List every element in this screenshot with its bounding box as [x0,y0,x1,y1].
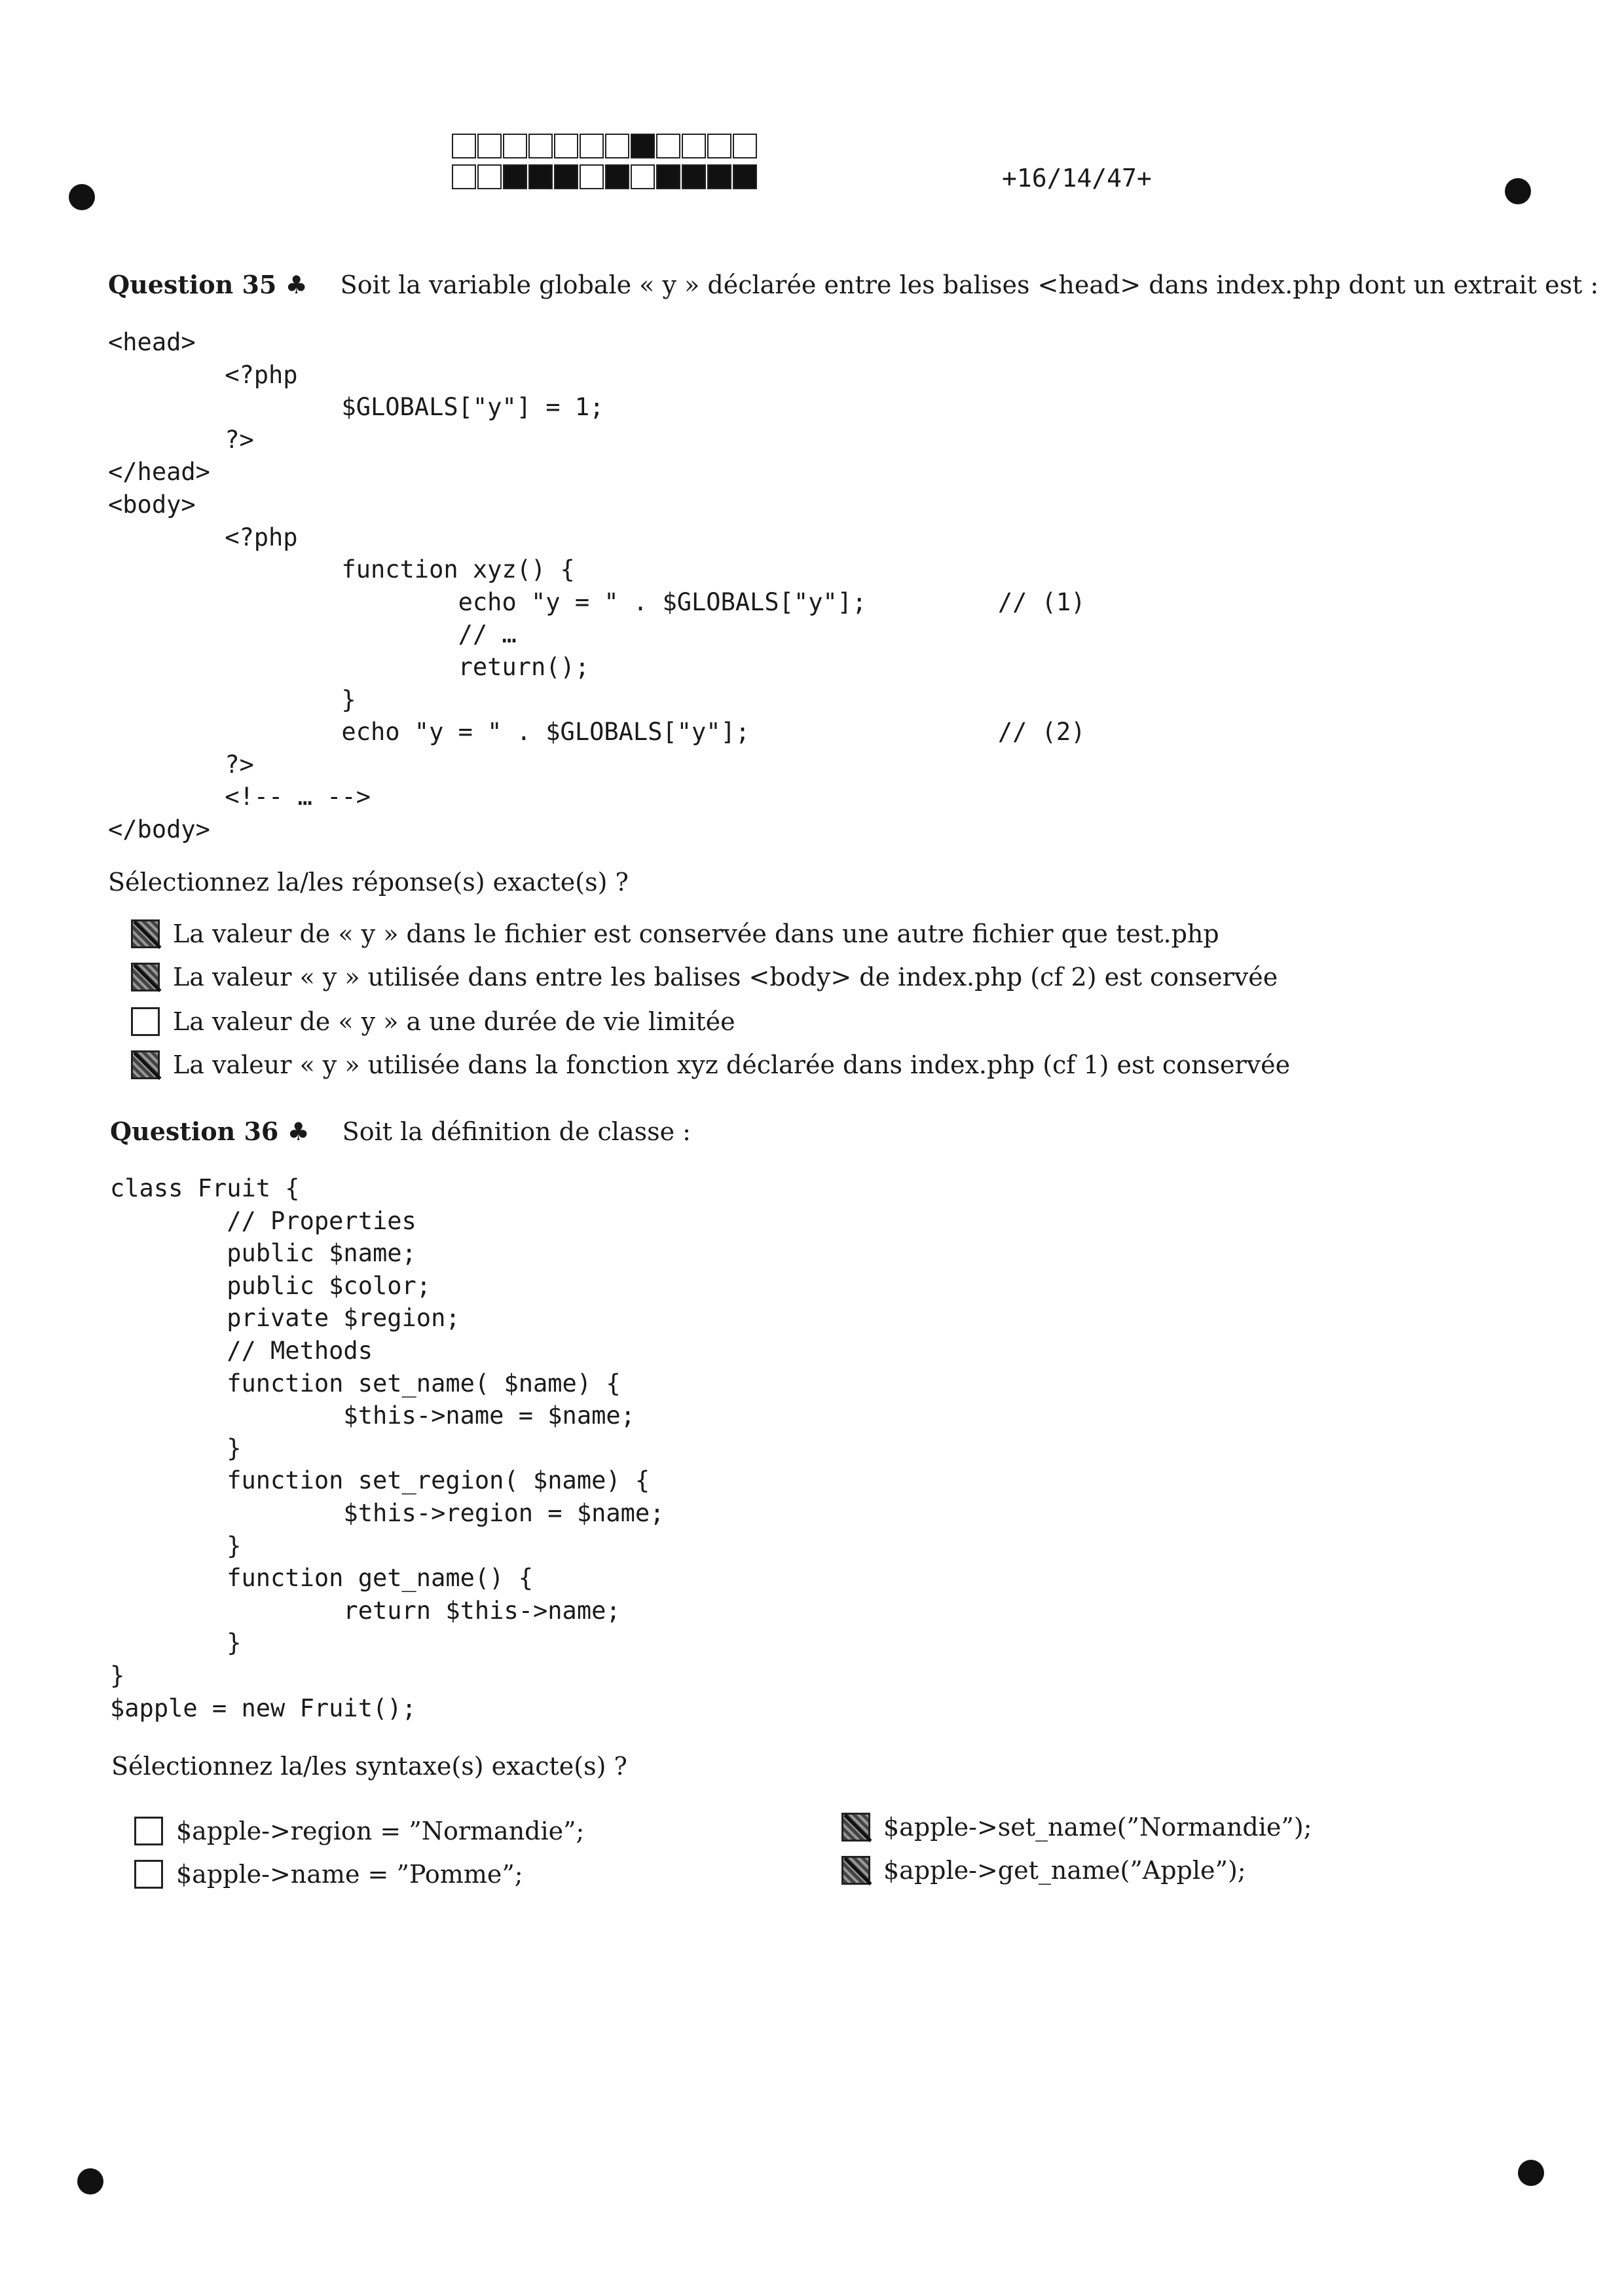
barcode-top-cell [477,134,502,158]
barcode-top-cell [580,134,604,158]
q35-answer-4[interactable] [131,1050,1290,1079]
barcode-bottom-cell [580,164,604,189]
barcode-top-cell [503,134,527,158]
barcode-bottom-cell [528,164,553,189]
registration-mark-top-left [69,184,95,210]
barcode-top-cell [707,134,731,158]
registration-mark-bottom-right [1518,2160,1544,2186]
q36-answer-4-label: $apple->get_name(”Apple”); [883,1856,1246,1885]
barcode-bottom-cell [682,164,706,189]
registration-mark-top-right [1505,178,1531,204]
barcode-top-cell [682,134,706,158]
barcode-bottom-cell [656,164,680,189]
q36-answer-3-label: $apple->set_name(”Normandie”); [883,1813,1312,1842]
question-36-text: Soit la définition de classe : [342,1117,691,1146]
q35-answer-1[interactable] [131,919,1219,948]
q35-answer-2[interactable] [131,963,1278,991]
question-35-prompt: Sélectionnez la/les réponse(s) exacte(s) ? [108,868,629,897]
q35-answer-4-label: La valeur « y » utilisée dans la fonction xyz déclarée dans index.php (cf 1) est conservée [173,1050,1291,1079]
question-35-header [108,270,1598,299]
q36-answer-4[interactable] [841,1856,1246,1885]
barcode-top-cell [605,134,629,158]
q35-answer-4-checkbox[interactable] [131,1050,160,1079]
q35-answer-2-label: La valeur « y » utilisée dans entre les balises <body> de index.php (cf 2) est conservée [173,963,1278,991]
barcode-bottom-cell [554,164,578,189]
barcode-bottom-cell [707,164,731,189]
registration-mark-bottom-left [77,2168,103,2194]
question-35-text: Soit la variable globale « y » déclarée entre les balises <head> dans index.php dont un extrait est : [340,270,1599,299]
barcode-top-row [452,134,758,158]
page-id: +16/14/47+ [1002,164,1152,193]
barcode-bottom-cell [452,164,476,189]
q36-answer-2-label: $apple->name = ”Pomme”; [176,1860,523,1889]
q35-answer-3[interactable] [131,1007,735,1036]
barcode-top-cell [554,134,578,158]
q35-answer-3-checkbox[interactable] [131,1007,160,1036]
q36-answer-1-checkbox[interactable] [134,1817,163,1845]
question-35-code: <head> <?php $GLOBALS["y"] = 1; ?> </head> <body> <?php function xyz() { echo "y = " . $GLOBALS["y"]; // (1) // … return(); } echo "y = " . $GLOBALS["y"]; // (2) ?> <!-- … --> </body> [108,328,1086,843]
q36-answer-3[interactable] [841,1813,1312,1842]
q35-answer-1-label: La valeur de « y » dans le fichier est conservée dans une autre fichier que test.php [173,919,1219,948]
barcode-bottom-cell [477,164,502,189]
barcode-bottom-row [452,164,758,189]
q36-answer-2[interactable] [134,1860,523,1889]
q36-answer-1[interactable] [134,1817,584,1845]
question-36-code: class Fruit { // Properties public $name; public $color; private $region; // Methods function set_name( $name) { $this->name = $name; } function set_region( $name) { $this->region = $name; } function get_name() { return $this->name; } } $apple = new Fruit(); [110,1174,665,1722]
q35-answer-2-checkbox[interactable] [131,963,160,991]
barcode-bottom-cell [733,164,757,189]
q36-answer-1-label: $apple->region = ”Normandie”; [176,1817,585,1845]
barcode-top-cell [733,134,757,158]
q36-answer-2-checkbox[interactable] [134,1860,163,1889]
barcode-bottom-cell [605,164,629,189]
q35-answer-3-label: La valeur de « y » a une durée de vie limitée [173,1007,735,1036]
barcode-top-cell [631,134,655,158]
q36-answer-3-checkbox[interactable] [841,1813,870,1842]
q36-answer-4-checkbox[interactable] [841,1856,870,1885]
barcode-top-cell [452,134,476,158]
question-36-prompt: Sélectionnez la/les syntaxe(s) exacte(s) ? [111,1752,627,1781]
barcode-bottom-cell [631,164,655,189]
barcode-top-cell [528,134,553,158]
question-36-number: Question 36 ♣ [110,1117,310,1146]
barcode-bottom-cell [503,164,527,189]
q35-answer-1-checkbox[interactable] [131,919,160,948]
question-36-header [110,1117,691,1146]
barcode-top-cell [656,134,680,158]
question-35-number: Question 35 ♣ [108,270,308,299]
